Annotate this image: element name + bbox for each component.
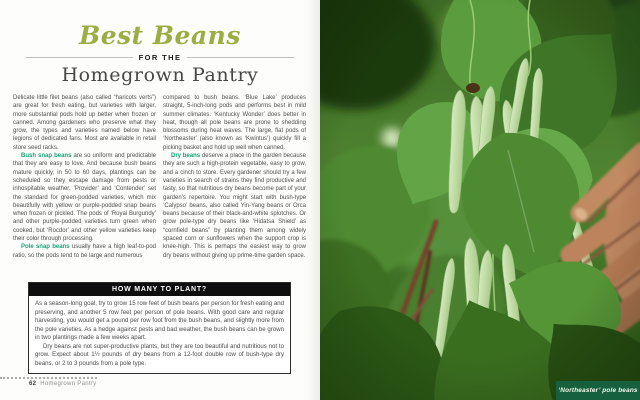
kicker-row [26,53,294,62]
lead-in-dry-beans: Dry beans [171,153,201,160]
kicker-rule-left [26,57,133,58]
text-column-1 [13,94,156,260]
paragraph-text: deserve a place in the garden because they are such a high-protein vegetable, easy to grow, and a cinch to store. Every gardener should try a few varieties in search of strains they find productive and tasty, so that nutritious dry beans become part of your garden’s repertoire. You might start with bush-type ‘Calypso’ beans, also called Yin-Yang beans or Orca beans because of their black-and-white splotches. Or grow pole-type dry beans like ‘Hidatsa Shield’ as “cornfield beans” by planting them among widely spaced corn or sunflowers when the support crop is knee-high. This is perhaps the easiest way to grow dry beans without giving up prime-time garden space. [163,153,307,259]
paragraph [13,94,156,152]
paragraph-text: are so uniform and predictable that they are easy to love. And because bush beans mature quickly, in 50 to 60 days, plantings can be scheduled so they escape damage from pests or inhospitable weather. ‘Provider’ and ‘Contender’ set the standard for green-podded varieties, which mix beautifully with yellow or purple-podded snap beans when frozen or pickled. The pods of ‘Royal Burgundy’ and other purple-podded varieties turn green when cooked, but ‘Rocdor’ and other yellow varieties keep their color through processing. [13,153,156,243]
callout-paragraph: As a season-long goal, try to grow 15 row feet of bush beans per person for fresh eating and preserving, and another 5 row feet per person of pole beans. With good care and regular harvesting, you would get a pound per row foot from the bush beans, and slightly more from the pole varieties. As a hedge against pests and bad weather, the bush beans can be grown in two plantings made a few weeks apart. [35,300,284,341]
callout-box-title: HOW MANY TO PLANT? [29,283,290,296]
callout-paragraph: Dry beans are not super-productive plants, but they are too beautiful and nutritious not to grow. Expect about 1½ pounds of dry beans from a 12-foot double row of bush-type dry beans, or 2 to 3 pounds from a pole type. [35,342,284,367]
lead-in-pole-snap-beans: Pole snap beans [21,244,70,251]
callout-box-body [29,296,290,373]
kicker-rule-right [187,57,294,58]
script-title: Best Beans [79,21,241,50]
book-title: Homegrown Pantry [40,381,97,387]
bean-photo [320,0,640,400]
paragraph [163,152,306,260]
paragraph-text: usually have a high leaf-to-pod ratio, so the pods tend to be large and numerous [13,244,157,259]
page-spine-shadow [306,0,320,400]
photo-caption: ‘Northeaster’ pole beans [556,381,640,400]
page-footer [29,381,96,387]
paragraph [163,94,306,152]
article-header [26,22,294,86]
page-title: Homegrown Pantry [61,63,259,86]
photo-vignette [320,0,640,400]
bean-photo-illustration [320,0,640,400]
how-many-to-plant-box [28,282,291,374]
kicker-text: FOR THE [138,52,182,62]
paragraph [13,152,156,243]
paragraph [13,243,156,260]
paragraph-text: Delicate little filet beans (also called “haricots verts”) are great for fresh eating, but varieties with larger, more substantial pods hold up better when frozen or canned. Among gardeners who preserve what they grow, the types and varieties named below have legions of dedicated fans. Most are available in retail store seed racks. [13,95,156,151]
footer-dotted-rule [0,377,97,379]
lead-in-bush-snap-beans: Bush snap beans [21,153,72,160]
paragraph-text: compared to bush beans. ‘Blue Lake’ produces straight, 5-inch-long pods and performs best in mild summer climates. ‘Kentucky Wonder’ does better in heat, though all pole beans are prone to shedding blossoms during heat waves. The large, flat pods of ‘Northeaster’ (also known as ‘Kwintus’) quickly fill a picking basket and hold up well when canned. [163,95,306,151]
text-column-2 [163,94,306,260]
page-number: 62 [29,381,37,387]
